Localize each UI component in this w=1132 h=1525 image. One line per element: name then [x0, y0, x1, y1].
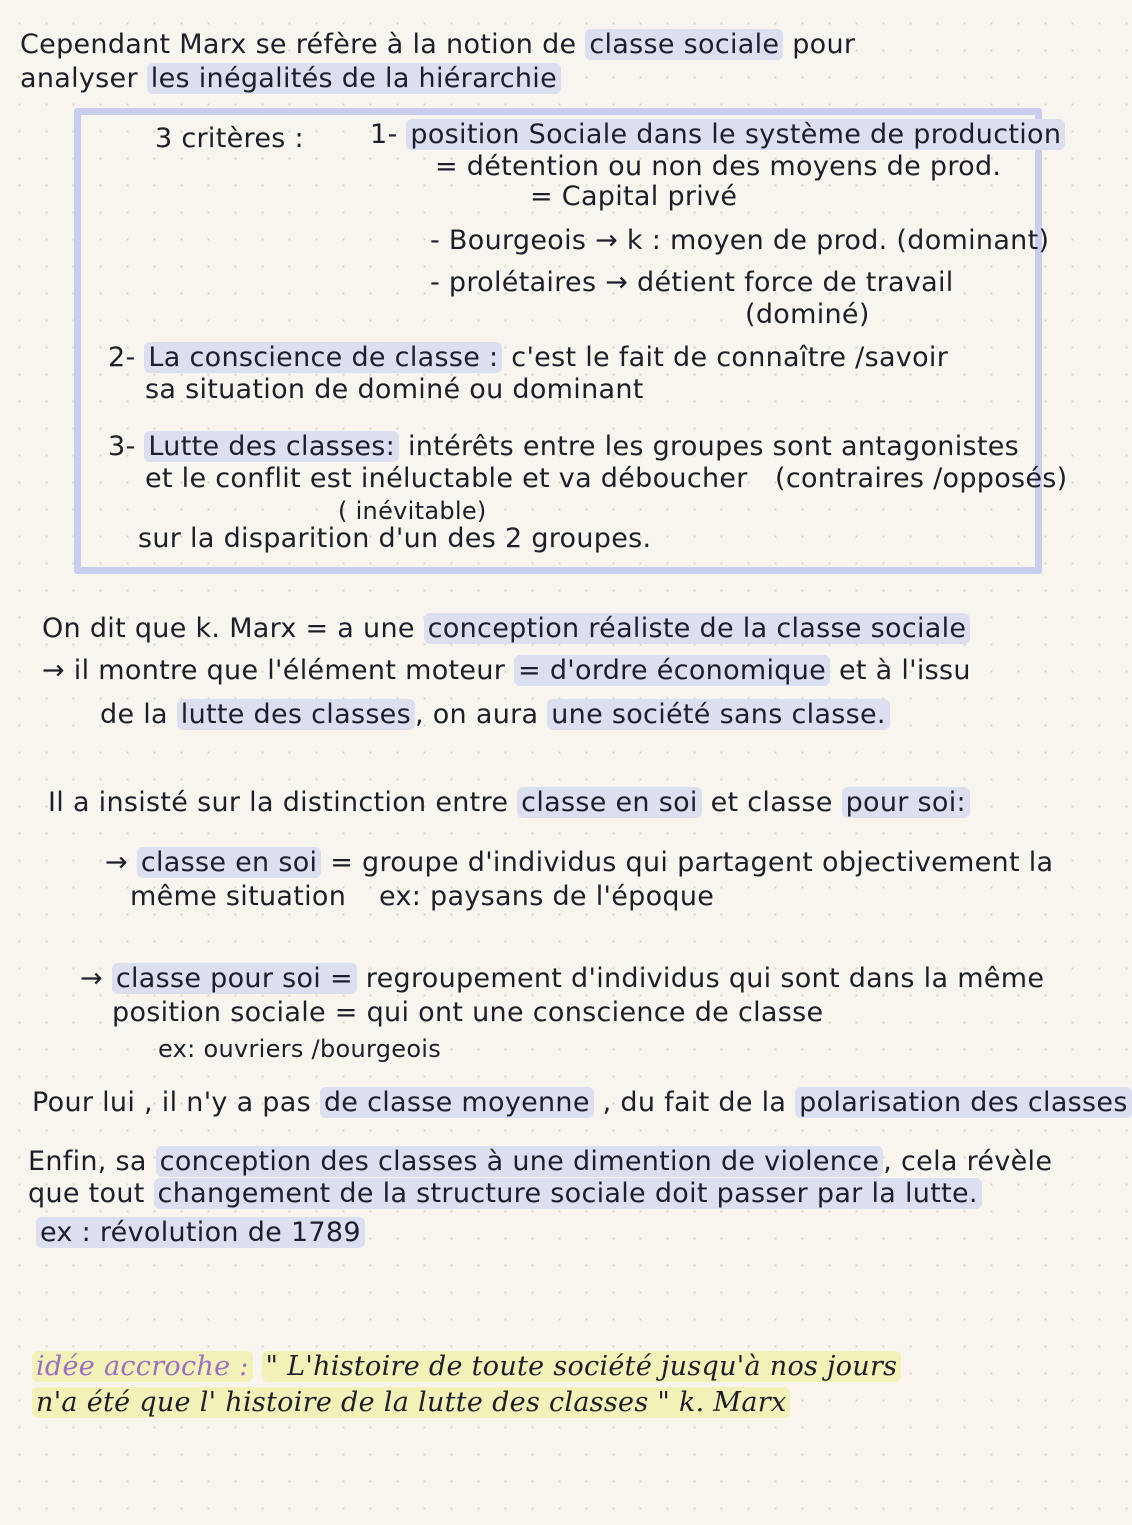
- distinction-line: [48, 786, 970, 820]
- criterion-3-line-2: et le conflit est inéluctable et va déboucher: [145, 463, 748, 494]
- criterion-3-inevitable: ( inévitable): [338, 497, 487, 525]
- criterion-number: 1-: [370, 119, 398, 150]
- moyenne-text: , du fait de la: [602, 1087, 787, 1118]
- violence-text: Enfin, sa: [28, 1146, 147, 1177]
- criterion-3-heading: [108, 430, 1019, 464]
- highlight-classe-moyenne: de classe moyenne: [320, 1087, 594, 1118]
- highlight-position-sociale: position Sociale dans le système de production: [406, 119, 1065, 150]
- highlight-lutte-des-classes: lutte des classes: [177, 699, 415, 730]
- pour-soi-example: ex: ouvriers /bourgeois: [158, 1035, 442, 1063]
- pour-soi-definition: regroupement d'individus qui sont dans la même: [365, 963, 1045, 994]
- intro-line-2: [20, 62, 561, 96]
- highlight-classe-en-soi: classe en soi: [517, 787, 702, 818]
- en-soi-text: même situation: [130, 881, 347, 912]
- highlight-polarisation: polarisation des classes: [795, 1087, 1132, 1118]
- domine-label: (dominé): [745, 299, 870, 330]
- pour-soi-line-2: position sociale = qui ont une conscience de classe: [112, 997, 824, 1028]
- realist-text: = a une: [305, 613, 415, 644]
- highlight-classe-sociale: classe sociale: [585, 29, 783, 60]
- criterion-2-heading: [108, 341, 948, 375]
- accroche-line-1: [32, 1350, 901, 1384]
- intro-text: Cependant Marx se réfère: [20, 29, 378, 60]
- highlight-classe-pour-soi: classe pour soi =: [112, 963, 357, 994]
- realist-text: et à l'issu: [838, 655, 971, 686]
- pour-soi-line-1: [80, 962, 1044, 996]
- proletaires-line: - prolétaires → détient force de travail: [430, 267, 954, 298]
- criteria-label: 3 critères :: [155, 123, 304, 154]
- realist-text: , on aura: [414, 699, 539, 730]
- moyenne-text: Pour lui , il n'y a pas: [32, 1087, 311, 1118]
- criterion-3-text: intérêts entre les groupes sont antagonistes: [407, 431, 1020, 462]
- realist-line-3: [100, 698, 890, 732]
- en-soi-line-2: [130, 880, 714, 914]
- en-soi-definition: = groupe d'individus qui partagent objectivement la: [330, 847, 1054, 878]
- violence-example: [36, 1216, 365, 1250]
- criterion-2-line-2: sa situation de dominé ou dominant: [145, 374, 644, 405]
- realist-text: On dit que k. Marx: [42, 613, 297, 644]
- realist-text: de la: [100, 699, 168, 730]
- en-soi-line-1: [105, 846, 1053, 880]
- intro-line-1: [20, 28, 855, 62]
- highlight-conception-realiste: conception réaliste de la classe sociale: [424, 613, 971, 644]
- violence-line-1: [28, 1145, 1052, 1179]
- intro-text: analyser: [20, 63, 138, 94]
- accroche-line-2: [32, 1386, 790, 1420]
- moyenne-line: [32, 1086, 1132, 1120]
- intro-text: à la notion de: [386, 29, 577, 60]
- violence-text: que tout: [28, 1178, 145, 1209]
- bourgeois-line: - Bourgeois → k : moyen de prod. (dominant): [430, 225, 1050, 256]
- highlight-societe-sans-classe: une société sans classe.: [547, 699, 890, 730]
- criterion-3-line-3: sur la disparition d'un des 2 groupes.: [138, 523, 652, 554]
- distinction-text: Il a insisté sur la distinction entre: [48, 787, 509, 818]
- accroche-label: idée accroche :: [32, 1351, 253, 1382]
- highlight-ordre-economique: = d'ordre économique: [514, 655, 830, 686]
- criterion-3-paren: (contraires /opposés): [775, 463, 1068, 494]
- accroche-quote: n'a été que l' histoire de la lutte des classes " k. Marx: [32, 1387, 790, 1418]
- criterion-1-line-2: = détention ou non des moyens de prod.: [435, 151, 1002, 182]
- highlight-conscience-de-classe: La conscience de classe :: [144, 342, 502, 373]
- intro-text: pour: [792, 29, 856, 60]
- highlight-dimension-violence: conception des classes à une dimention de violence: [156, 1146, 884, 1177]
- distinction-text: et classe: [710, 787, 833, 818]
- realist-line-2: [42, 654, 971, 688]
- highlight-inegalites: les inégalités de la hiérarchie: [147, 63, 561, 94]
- highlight-classe-en-soi: classe en soi: [137, 847, 322, 878]
- criterion-1-line-3: = Capital privé: [530, 181, 738, 212]
- violence-line-2: [28, 1177, 982, 1211]
- highlight-pour-soi: pour soi:: [842, 787, 970, 818]
- arrow-icon: →: [80, 963, 103, 994]
- realist-line-1: [42, 612, 970, 646]
- highlight-revolution-1789: ex : révolution de 1789: [36, 1217, 365, 1248]
- criterion-number: 3-: [108, 431, 136, 462]
- highlight-lutte-des-classes: Lutte des classes:: [144, 431, 399, 462]
- criterion-number: 2-: [108, 342, 136, 373]
- highlight-changement-structure: changement de la structure sociale doit passer par la lutte.: [154, 1178, 982, 1209]
- realist-text: → il montre que l'élément moteur: [42, 655, 506, 686]
- criterion-2-text: c'est le fait de connaître /savoir: [511, 342, 949, 373]
- violence-text: , cela révèle: [883, 1146, 1053, 1177]
- en-soi-example: ex: paysans de l'époque: [379, 881, 715, 912]
- arrow-icon: →: [105, 847, 128, 878]
- accroche-quote: " L'histoire de toute société jusqu'à nos jours: [262, 1351, 902, 1382]
- criterion-1-heading: [370, 118, 1065, 152]
